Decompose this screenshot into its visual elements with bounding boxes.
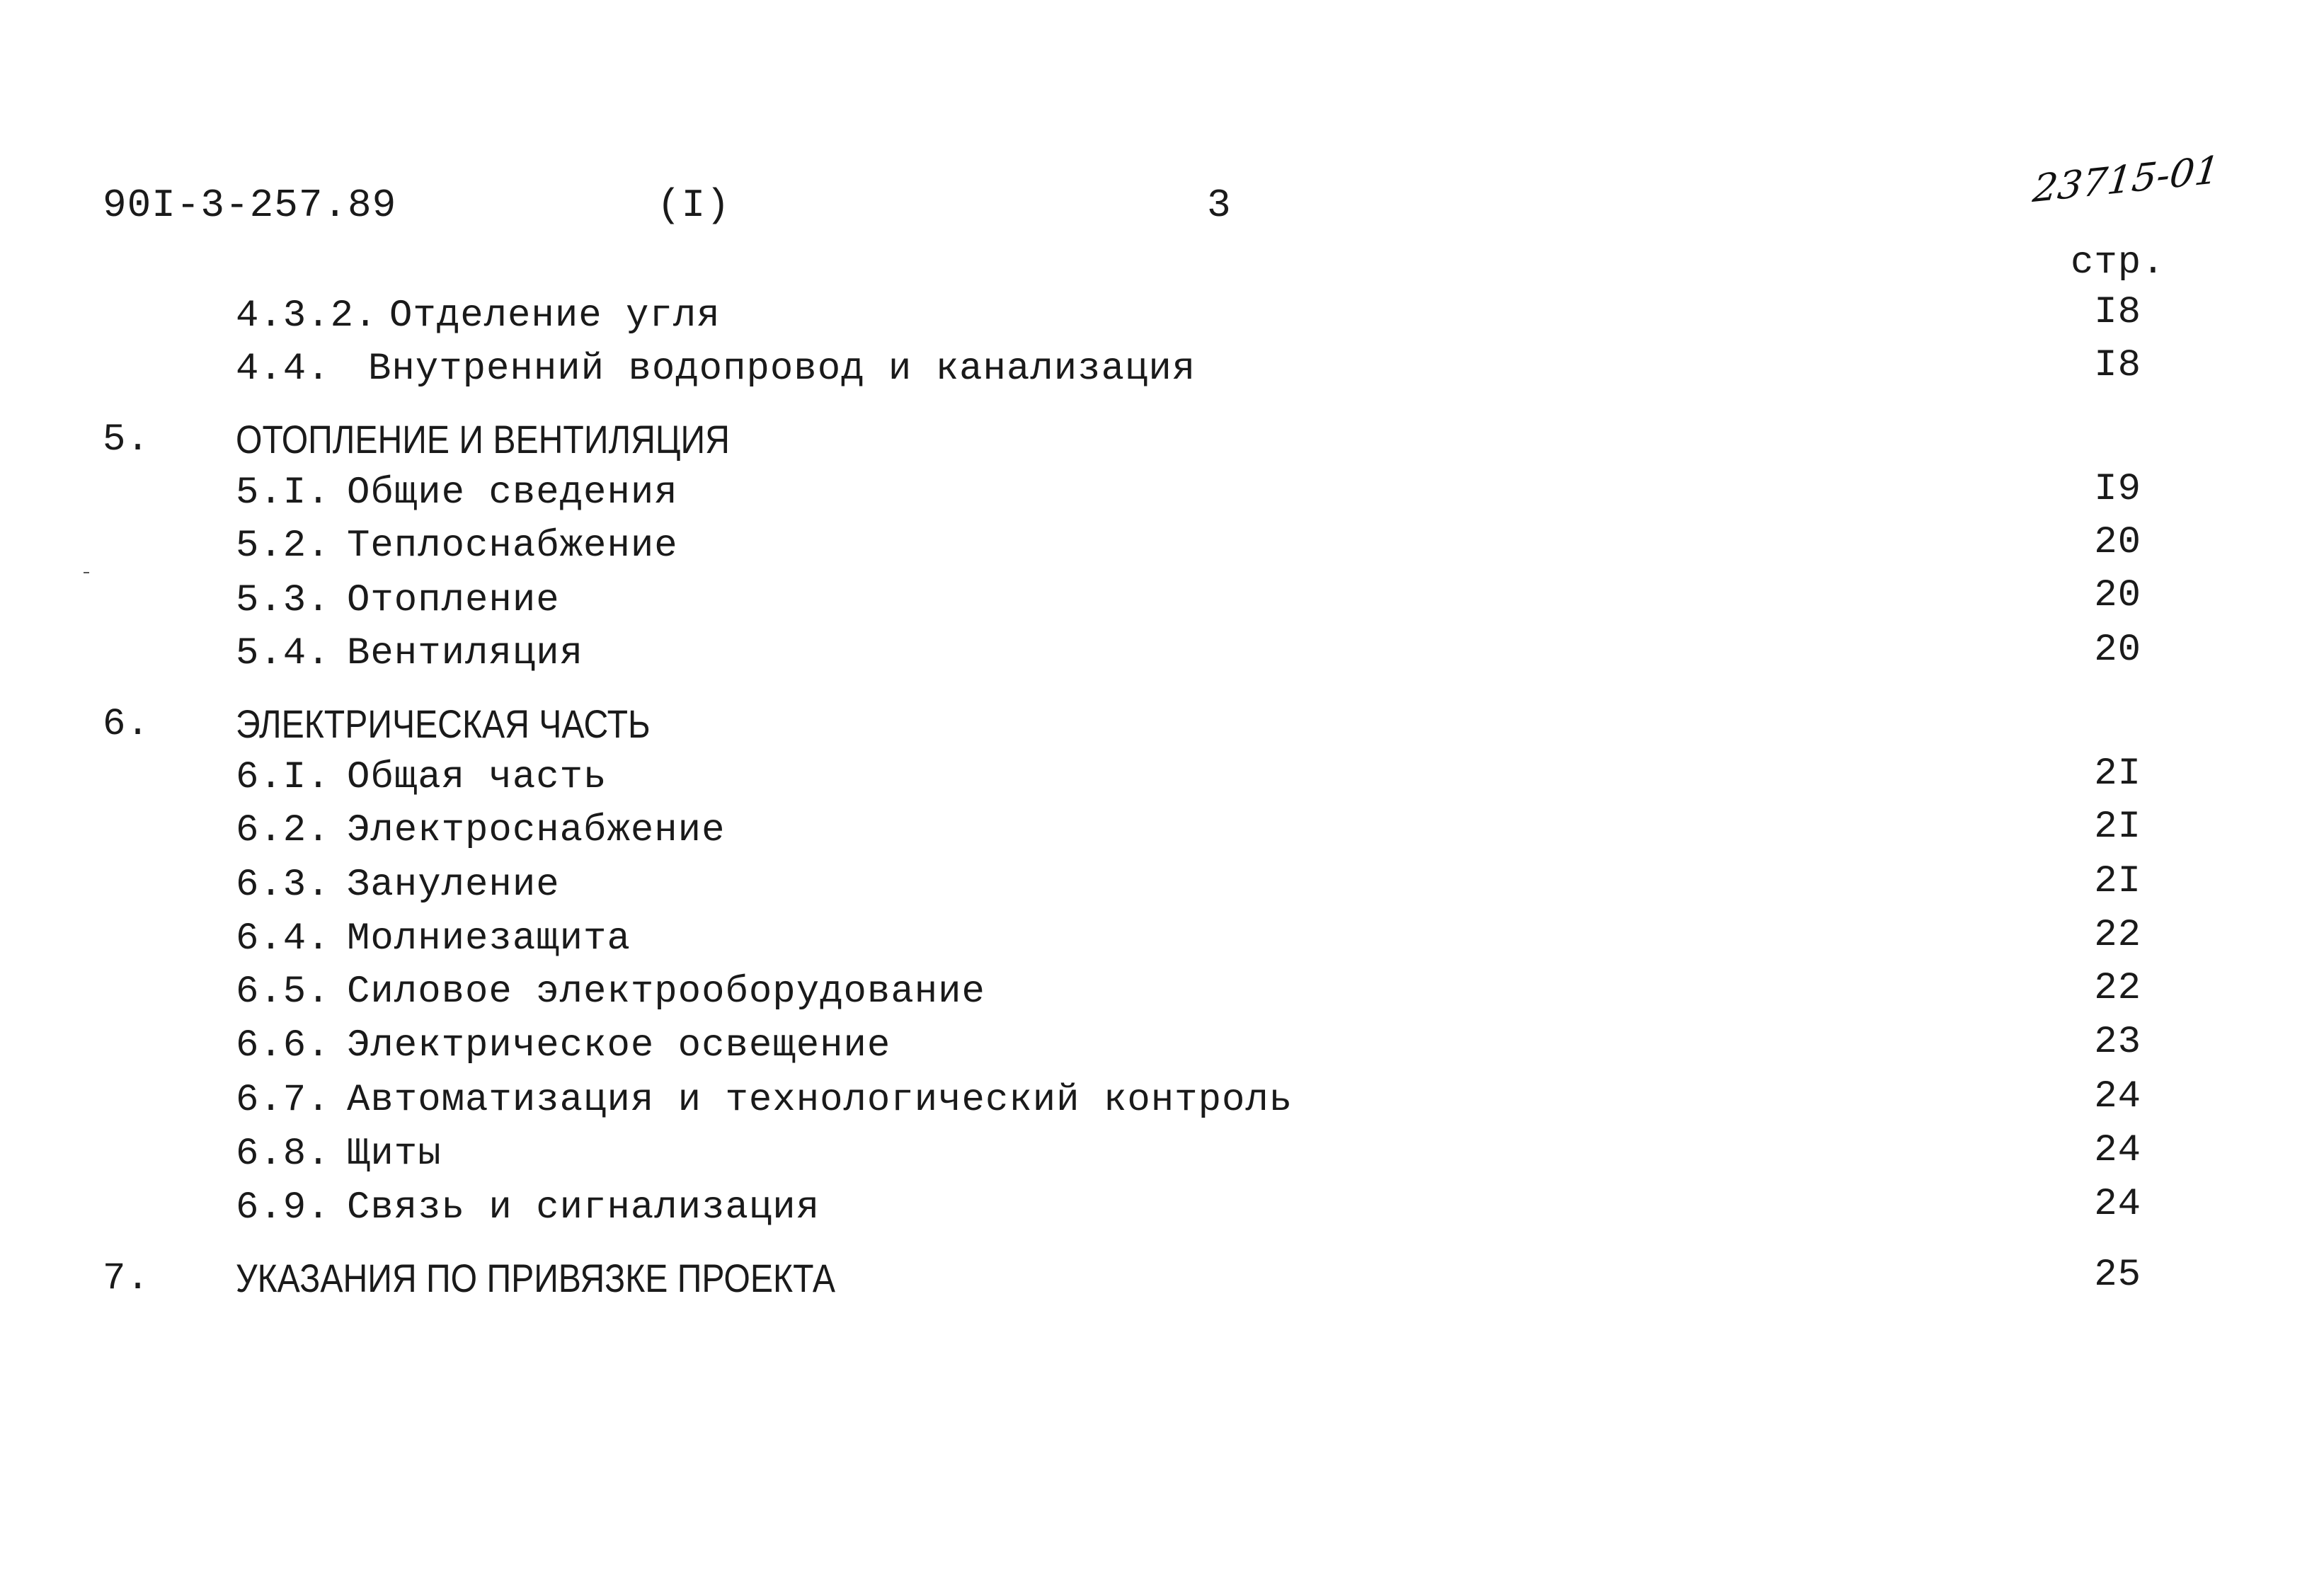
toc-entry-number: 5.I. xyxy=(236,471,331,515)
toc-entry-title: Молниезащита xyxy=(347,917,631,961)
margin-mark xyxy=(84,572,89,573)
toc-entry-title: Зануление xyxy=(347,864,560,907)
toc-entry-page: 20 xyxy=(2094,629,2141,672)
toc-entry-page: 23 xyxy=(2094,1021,2141,1064)
toc-entry-page: 24 xyxy=(2094,1129,2141,1172)
toc-entry-title: Отопление xyxy=(347,579,560,622)
toc-entry-number: 6.7. xyxy=(236,1079,331,1122)
toc-entry-page: 22 xyxy=(2094,967,2141,1010)
toc-section-number: 7. xyxy=(103,1257,150,1300)
toc-entry-page: I8 xyxy=(2094,291,2141,334)
toc-entry-number: 5.2. xyxy=(236,525,331,568)
toc-entry-number: 6.3. xyxy=(236,864,331,907)
toc-entry-page: I9 xyxy=(2094,468,2141,511)
toc-section-title: УКАЗАНИЯ ПО ПРИВЯЗКЕ ПРОЕКТА xyxy=(236,1256,836,1300)
toc-entry-number: 6.2. xyxy=(236,809,331,852)
toc-entry-title: Щиты xyxy=(347,1133,442,1176)
volume-number: (I) xyxy=(657,183,731,228)
toc-entry-title: Силовое электрооборудование xyxy=(347,970,985,1014)
toc-entry-page: 24 xyxy=(2094,1183,2141,1226)
toc-entry-title: Внутренний водопровод и канализация xyxy=(368,348,1196,391)
toc-entry-page: 2I xyxy=(2094,752,2141,796)
page-column-label: стр. xyxy=(2071,241,2165,285)
toc-entry-page: 22 xyxy=(2094,914,2141,957)
toc-entry-title: Общие сведения xyxy=(347,471,678,515)
toc-section-title: ЭЛЕКТРИЧЕСКАЯ ЧАСТЬ xyxy=(236,701,651,746)
toc-entry-page: 24 xyxy=(2094,1075,2141,1118)
toc-entry-number: 4.4. xyxy=(236,348,331,391)
toc-entry-number: 6.I. xyxy=(236,756,331,799)
toc-entry-page: 25 xyxy=(2094,1254,2141,1297)
toc-entry-number: 6.8. xyxy=(236,1133,331,1176)
toc-entry-title: Отделение угля xyxy=(389,294,721,338)
toc-entry-number: 6.6. xyxy=(236,1024,331,1067)
toc-entry-number: 4.3.2. xyxy=(236,294,378,338)
toc-entry-title: Теплоснабжение xyxy=(347,525,678,568)
toc-entry-page: I8 xyxy=(2094,344,2141,387)
toc-section-title: ОТОПЛЕНИЕ И ВЕНТИЛЯЦИЯ xyxy=(236,417,730,462)
toc-entry-number: 5.3. xyxy=(236,579,331,622)
toc-section-number: 6. xyxy=(103,703,150,746)
toc-entry-page: 20 xyxy=(2094,574,2141,617)
toc-entry-number: 6.4. xyxy=(236,917,331,961)
toc-entry-title: Электрическое освещение xyxy=(347,1024,891,1067)
toc-entry-page: 2I xyxy=(2094,860,2141,903)
toc-entry-title: Вентиляция xyxy=(347,632,584,675)
document-code: 90I-3-257.89 xyxy=(103,183,397,228)
toc-entry-number: 5.4. xyxy=(236,632,331,675)
toc-entry-title: Электроснабжение xyxy=(347,809,726,852)
handwritten-inventory-number: 23715-01 xyxy=(2030,147,2222,212)
toc-entry-title: Связь и сигнализация xyxy=(347,1186,820,1230)
toc-entry-title: Общая часть xyxy=(347,756,607,799)
toc-section-number: 5. xyxy=(103,418,150,462)
toc-entry-page: 2I xyxy=(2094,806,2141,849)
toc-entry-number: 6.9. xyxy=(236,1186,331,1230)
page-number: 3 xyxy=(1207,183,1232,228)
toc-entry-page: 20 xyxy=(2094,521,2141,564)
toc-entry-number: 6.5. xyxy=(236,970,331,1014)
toc-entry-title: Автоматизация и технологический контроль xyxy=(347,1079,1293,1122)
